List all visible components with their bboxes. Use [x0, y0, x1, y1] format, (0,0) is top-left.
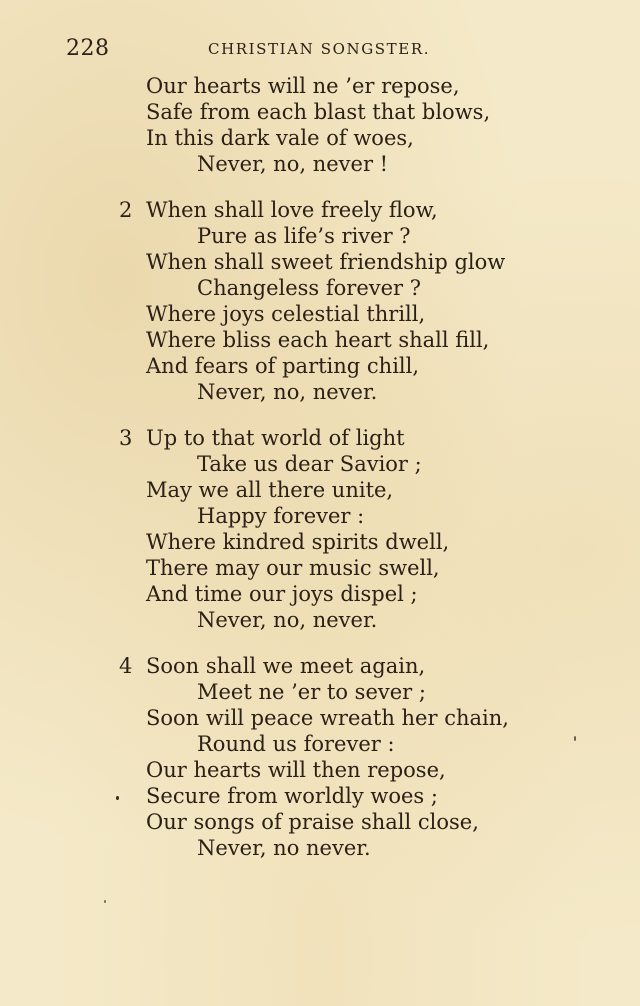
stanza-1-line-4: Never, no, never ! [197, 152, 389, 176]
stanza-2-line-3: When shall sweet friendship glow [146, 250, 506, 274]
stanza-4-line-1: Soon shall we meet again, [146, 654, 426, 678]
stanza-4-line-6: Secure from worldly woes ; [146, 784, 438, 808]
stanza-1-line-1: Our hearts will ne ’er repose, [146, 74, 460, 98]
stanza-1-line-2: Safe from each blast that blows, [146, 100, 491, 124]
stanza-1-line-3: In this dark vale of woes, [146, 126, 414, 150]
stanza-3-line-2: Take us dear Savior ; [197, 452, 422, 476]
stanza-2-line-4: Changeless forever ? [197, 276, 422, 300]
ink-speck [104, 900, 106, 903]
stanza-4-line-2: Meet ne ’er to sever ; [197, 680, 426, 704]
stanza-2-line-5: Where joys celestial thrill, [146, 302, 426, 326]
stanza-3-line-8: Never, no, never. [197, 608, 378, 632]
stanza-4-line-7: Our songs of praise shall close, [146, 810, 479, 834]
stanza-4-line-3: Soon will peace wreath her chain, [146, 706, 509, 730]
stanza-3-line-4: Happy forever : [197, 504, 365, 528]
stanza-2-number: 2 [119, 198, 133, 222]
page-header [66, 36, 466, 62]
stanza-2-line-7: And fears of parting chill, [146, 354, 420, 378]
ink-speck [574, 736, 576, 741]
stanza-2-line-2: Pure as life’s river ? [197, 224, 411, 248]
stanza-3-line-5: Where kindred spirits dwell, [146, 530, 450, 554]
stanza-2-line-8: Never, no, never. [197, 380, 378, 404]
stanza-4-line-5: Our hearts will then repose, [146, 758, 446, 782]
ink-speck [116, 796, 119, 800]
running-head: CHRISTIAN SONGSTER. [208, 40, 431, 58]
stanza-3-line-1: Up to that world of light [146, 426, 405, 450]
stanza-3-number: 3 [119, 426, 133, 450]
stanza-3-line-3: May we all there unite, [146, 478, 394, 502]
stanza-3-line-6: There may our music swell, [146, 556, 440, 580]
page-number: 228 [66, 36, 110, 61]
stanza-2-line-1: When shall love freely flow, [146, 198, 438, 222]
stanza-4-line-4: Round us forever : [197, 732, 395, 756]
stanza-4-line-8: Never, no never. [197, 836, 371, 860]
stanza-3-line-7: And time our joys dispel ; [146, 582, 418, 606]
stanza-2-line-6: Where bliss each heart shall fill, [146, 328, 490, 352]
stanza-4-number: 4 [119, 654, 133, 678]
